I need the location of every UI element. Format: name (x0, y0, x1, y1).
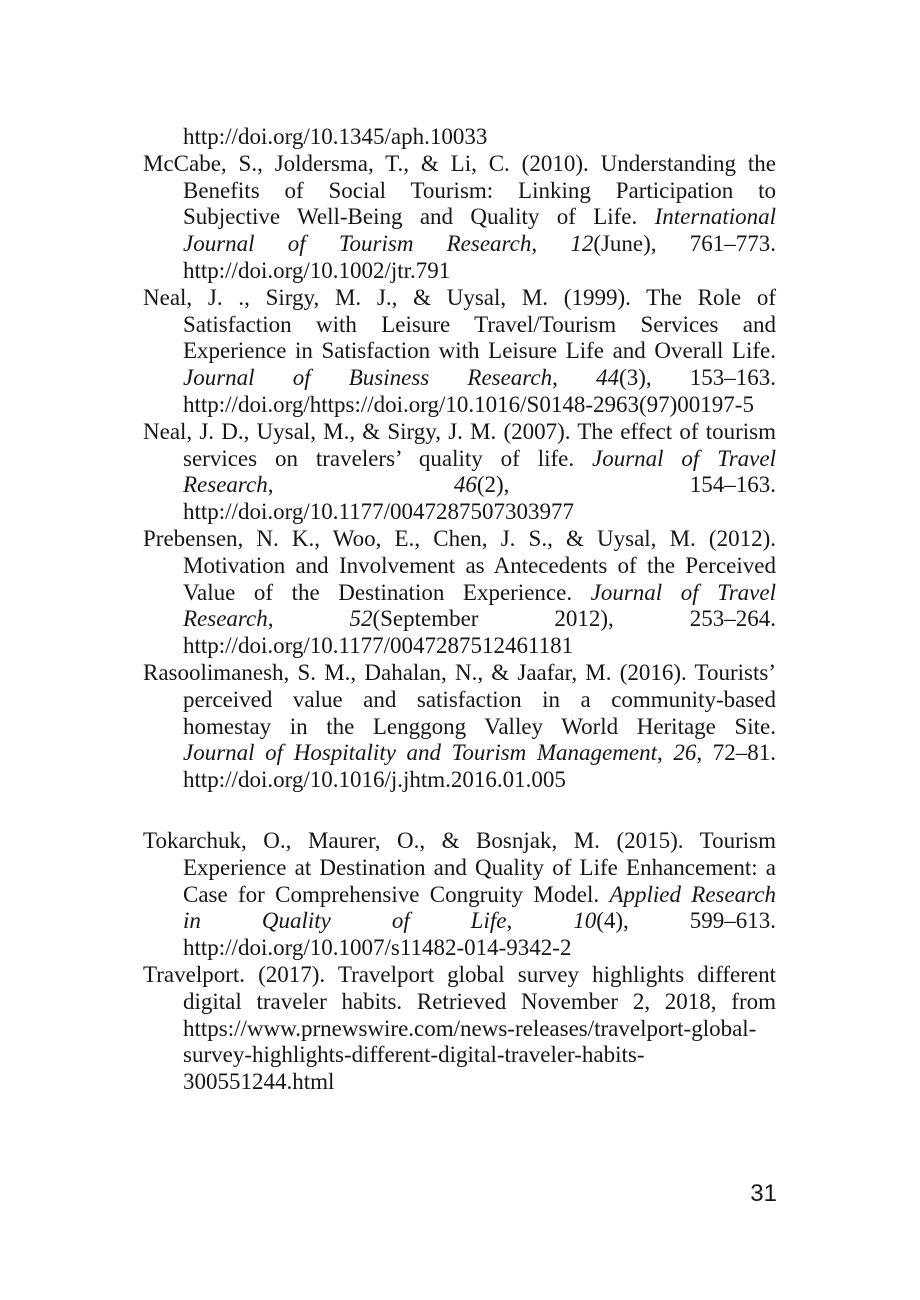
references-list (143, 124, 776, 1096)
reference-line (143, 419, 776, 446)
reference-italic-text: Applied Research (609, 881, 776, 907)
reference-line (143, 472, 776, 499)
reference-line (143, 962, 776, 989)
reference-text: Satisfaction with Leisure Travel/Tourism Services and (183, 311, 776, 337)
reference-line (143, 258, 776, 285)
reference-line (143, 1016, 776, 1043)
reference-italic-text: Journal of Business Research (183, 365, 553, 391)
reference-mccabe-2010 (143, 151, 776, 285)
reference-text: http://doi.org/10.1002/jtr.791 (183, 257, 451, 283)
reference-line (143, 526, 776, 553)
reference-line (143, 606, 776, 633)
reference-text: Prebensen, N. K., Woo, E., Chen, J. S., & Uysal, M. (2012). (143, 525, 776, 551)
reference-text: Neal, J. ., Sirgy, M. J., & Uysal, M. (1999). The Role of (143, 284, 776, 310)
reference-line (143, 338, 776, 365)
reference-text: digital traveler habits. Retrieved November 2, 2018, from (183, 988, 776, 1014)
reference-text: http://doi.org/10.1007/s11482-014-9342-2 (183, 935, 572, 961)
reference-line (143, 365, 776, 392)
reference-italic-text: Journal of Travel (591, 445, 776, 471)
reference-text: http://doi.org/10.1177/0047287507303977 (183, 499, 575, 525)
reference-line (143, 882, 776, 909)
reference-text: survey-highlights-different-digital-traveler-habits- (183, 1042, 645, 1068)
reference-italic-text: Research (183, 606, 268, 632)
reference-italic-text: 44 (596, 365, 620, 391)
reference-line (143, 908, 776, 935)
reference-line (143, 767, 776, 794)
reference-neal-1999 (143, 285, 776, 419)
reference-line (143, 312, 776, 339)
reference-text: http://doi.org/https://doi.org/10.1016/S0148-2963(97)00197-5 (183, 391, 754, 417)
reference-line (143, 714, 776, 741)
reference-prebensen-2012 (143, 526, 776, 660)
reference-italic-text: Journal of Tourism Research (183, 231, 532, 257)
reference-text: (4), 599–613. (596, 908, 776, 934)
reference-text: (September 2012), 253–264. (372, 606, 776, 632)
reference-text: 300551244.html (183, 1069, 335, 1095)
reference-text: , (552, 365, 597, 391)
reference-line (143, 178, 776, 205)
reference-text: Experience at Destination and Quality of Life Enhancement: a (183, 854, 776, 880)
reference-line (143, 553, 776, 580)
reference-text: , (267, 472, 454, 498)
reference-tokarchuk-2015 (143, 828, 776, 962)
reference-line (143, 151, 776, 178)
reference-text: Subjective Well-Being and Quality of Life. (183, 204, 655, 230)
reference-text: Benefits of Social Tourism: Linking Participation to (183, 177, 776, 203)
reference-line (143, 392, 776, 419)
reference-line (143, 499, 776, 526)
reference-line (143, 989, 776, 1016)
reference-text: McCabe, S., Joldersma, T., & Li, C. (2010). Understanding the (143, 150, 776, 176)
reference-line (143, 828, 776, 855)
reference-text: , (656, 740, 674, 766)
reference-text: (2), 154–163. (476, 472, 776, 498)
reference-text: Motivation and Involvement as Antecedents of the Perceived (183, 552, 776, 578)
reference-text: Value of the Destination Experience. (183, 579, 591, 605)
reference-italic-text: 52 (349, 606, 373, 632)
reference-text: (June), 761–773. (593, 231, 776, 257)
reference-text: Rasoolimanesh, S. M., Dahalan, N., & Jaafar, M. (2016). Tourists’ (143, 659, 776, 685)
reference-italic-text: 46 (453, 472, 477, 498)
reference-line (143, 231, 776, 258)
reference-text: http://doi.org/10.1016/j.jhtm.2016.01.005 (183, 767, 566, 793)
reference-text: https://www.prnewswire.com/news-releases/travelport-global- (183, 1015, 757, 1041)
reference-text: perceived value and satisfaction in a community-based (183, 686, 776, 712)
reference-text: , 72–81. (696, 740, 777, 766)
reference-italic-text: 10 (573, 908, 597, 934)
reference-italic-text: Research (183, 472, 268, 498)
reference-line (143, 633, 776, 660)
reference-italic-text: 26 (673, 740, 697, 766)
reference-line (143, 935, 776, 962)
reference-text: homestay in the Lenggong Valley World Heritage Site. (183, 713, 776, 739)
reference-text: Case for Comprehensive Congruity Model. (183, 881, 610, 907)
reference-line (143, 285, 776, 312)
reference-text: Experience in Satisfaction with Leisure Life and Overall Life. (183, 338, 776, 364)
reference-line (143, 204, 776, 231)
reference-italic-text: 12 (570, 231, 594, 257)
page-number: 31 (750, 1180, 777, 1207)
reference-text: , (531, 231, 571, 257)
reference-text: , (267, 606, 350, 632)
reference-italic-text: Journal of Hospitality and Tourism Management (183, 740, 657, 766)
reference-italic-text: International (654, 204, 776, 230)
reference-italic-text: in Quality of Life (183, 908, 507, 934)
reference-line (143, 1069, 776, 1096)
reference-rasoolimanesh-2016 (143, 660, 776, 794)
reference-line (143, 580, 776, 607)
reference-travelport-2017 (143, 962, 776, 1096)
reference-text: Travelport. (2017). Travelport global survey highlights different (143, 961, 776, 987)
reference-text: (3), 153–163. (619, 365, 776, 391)
reference-text: services on travelers’ quality of life. (183, 445, 592, 471)
reference-line (143, 446, 776, 473)
reference-line (143, 687, 776, 714)
reference-line (143, 740, 776, 767)
reference-line (143, 1042, 776, 1069)
reference-text: http://doi.org/10.1177/0047287512461181 (183, 633, 574, 659)
reference-line (143, 660, 776, 687)
reference-neal-2007 (143, 419, 776, 526)
reference-line (143, 855, 776, 882)
reference-italic-text: Journal of Travel (590, 579, 776, 605)
reference-text: , (506, 908, 574, 934)
reference-text: Neal, J. D., Uysal, M., & Sirgy, J. M. (2007). The effect of tourism (143, 418, 776, 444)
reference-continuation-line: http://doi.org/10.1345/aph.10033 (183, 124, 488, 149)
reference-text: Tokarchuk, O., Maurer, O., & Bosnjak, M. (2015). Tourism (143, 827, 776, 853)
